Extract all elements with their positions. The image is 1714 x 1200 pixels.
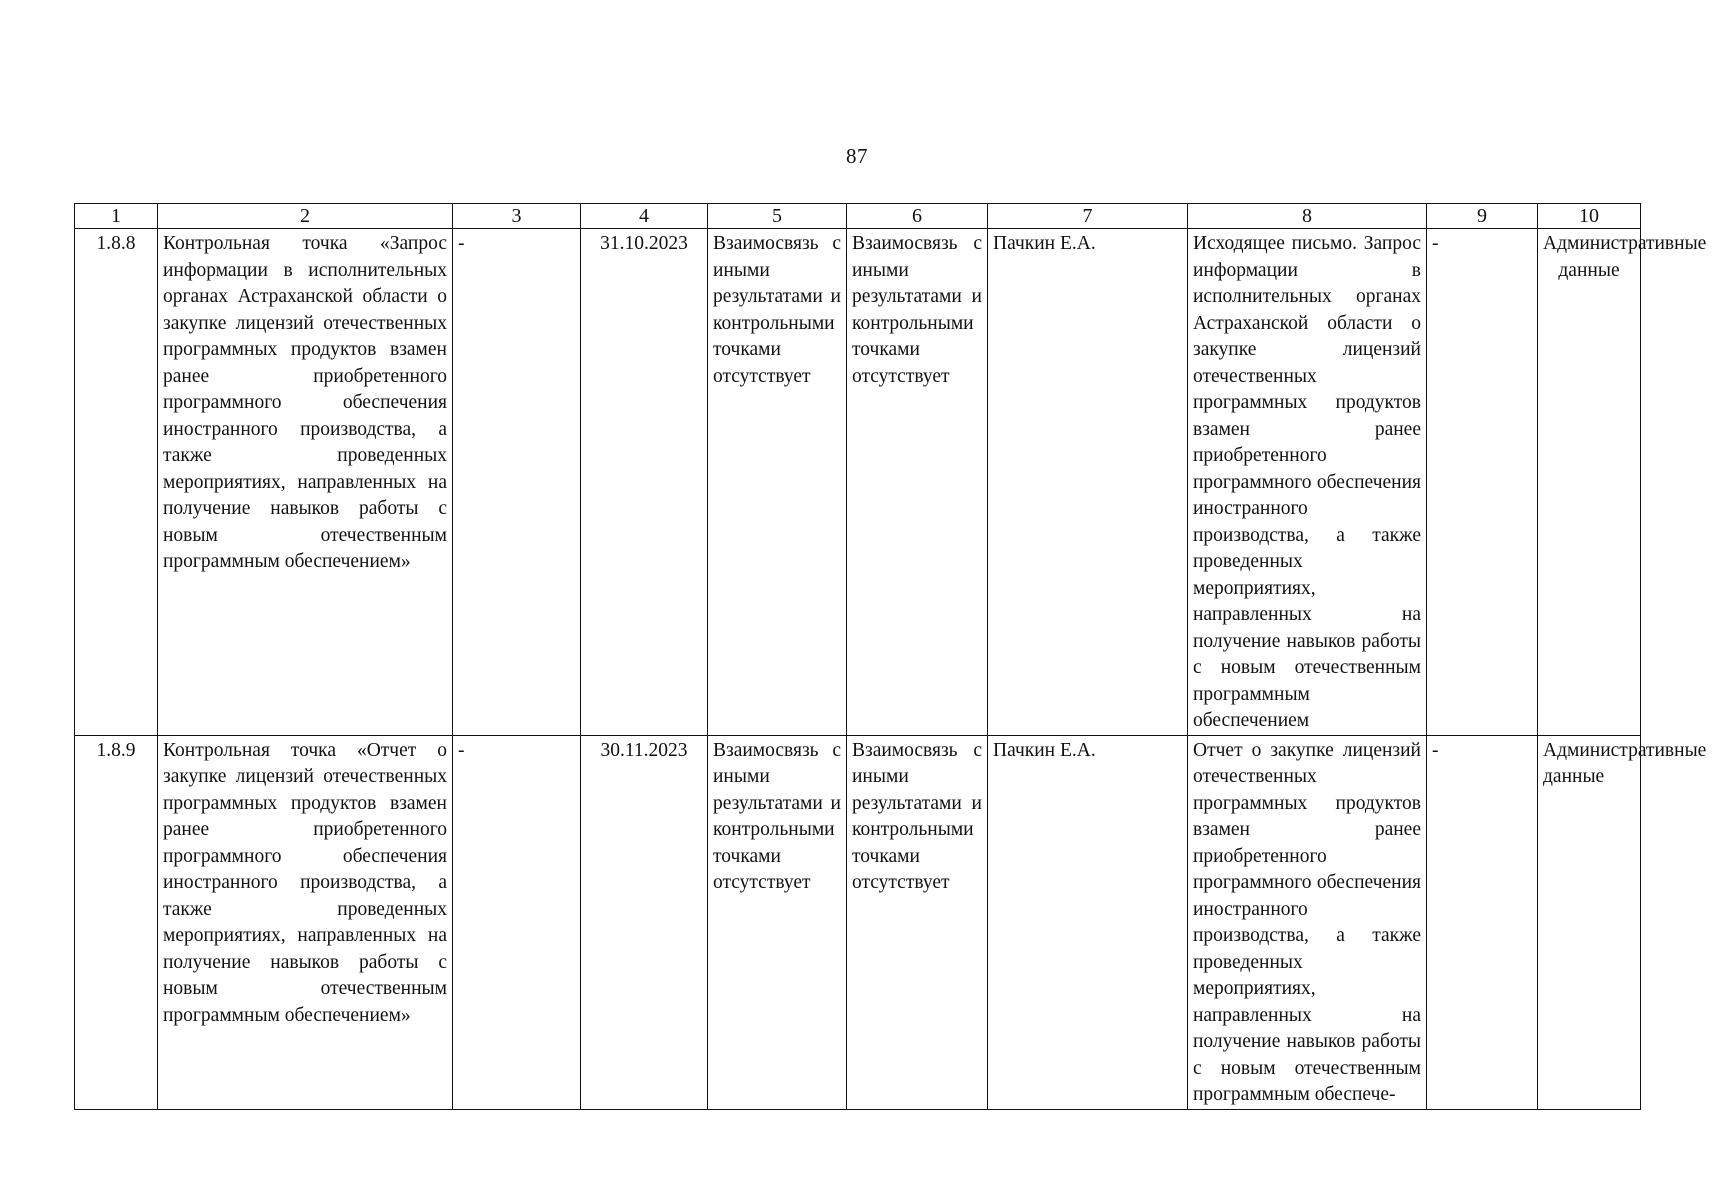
cell-col3: - [453, 735, 581, 1109]
responsible-person: Пачкин Е.А. [988, 229, 1188, 736]
deadline-date: 31.10.2023 [581, 229, 708, 736]
cell-col3: - [453, 229, 581, 736]
row-number: 1.8.9 [75, 735, 158, 1109]
column-header: 1 [75, 204, 158, 229]
column-header: 10 [1538, 204, 1641, 229]
document-description: Исходящее письмо. Запрос информации в исполнительных органах Астраханской области о закупке лицензий отечественных программных продуктов взамен ранее приобретенного программного обеспечения иностранного производства, а также проведенных мероприятиях, направленных на получение навыков работы с новым отечественным программным обеспечением [1188, 229, 1427, 736]
relation-cell: Взаимосвязь с иными результатами и контрольными точками отсутствует [708, 735, 847, 1109]
column-header: 3 [453, 204, 581, 229]
document-description: Отчет о закупке лицензий отечественных программных продуктов взамен ранее приобретенного программного обеспечения иностранного производства, а также проведенных мероприятиях, направленных на получение навыков работы с новым отечественным программным обеспече- [1188, 735, 1427, 1109]
column-header: 6 [847, 204, 988, 229]
control-point-name: Контрольная точка «Отчет о закупке лицензий отечественных программных продуктов взамен ранее приобретенного программного обеспечения иностранного производства, а также проведенных мероприятиях, направленных на получение навыков работы с новым отечественным программным обеспечением» [158, 735, 453, 1109]
data-source: Административные данные [1538, 229, 1641, 736]
column-header: 4 [581, 204, 708, 229]
page-number: 87 [846, 144, 868, 168]
deadline-date: 30.11.2023 [581, 735, 708, 1109]
relation-cell: Взаимосвязь с иными результатами и контрольными точками отсутствует [847, 735, 988, 1109]
data-source: Административные данные [1538, 735, 1641, 1109]
table-header-row [75, 204, 1641, 229]
column-header: 2 [158, 204, 453, 229]
table-row [75, 735, 1641, 1109]
control-points-table [74, 203, 1707, 1110]
column-header: 7 [988, 204, 1188, 229]
cell-col9: - [1427, 735, 1538, 1109]
column-header: 5 [708, 204, 847, 229]
column-header: 8 [1188, 204, 1427, 229]
responsible-person: Пачкин Е.А. [988, 735, 1188, 1109]
cell-col9: - [1427, 229, 1538, 736]
column-header: 9 [1427, 204, 1538, 229]
row-number: 1.8.8 [75, 229, 158, 736]
relation-cell: Взаимосвязь с иными результатами и контрольными точками отсутствует [847, 229, 988, 736]
control-point-name: Контрольная точка «Запрос информации в исполнительных органах Астраханской области о закупке лицензий отечественных программных продуктов взамен ранее приобретенного программного обеспечения иностранного производства, а также проведенных мероприятиях, направленных на получение навыков работы с новым отечественным программным обеспечением» [158, 229, 453, 736]
relation-cell: Взаимосвязь с иными результатами и контрольными точками отсутствует [708, 229, 847, 736]
table-row [75, 229, 1641, 736]
